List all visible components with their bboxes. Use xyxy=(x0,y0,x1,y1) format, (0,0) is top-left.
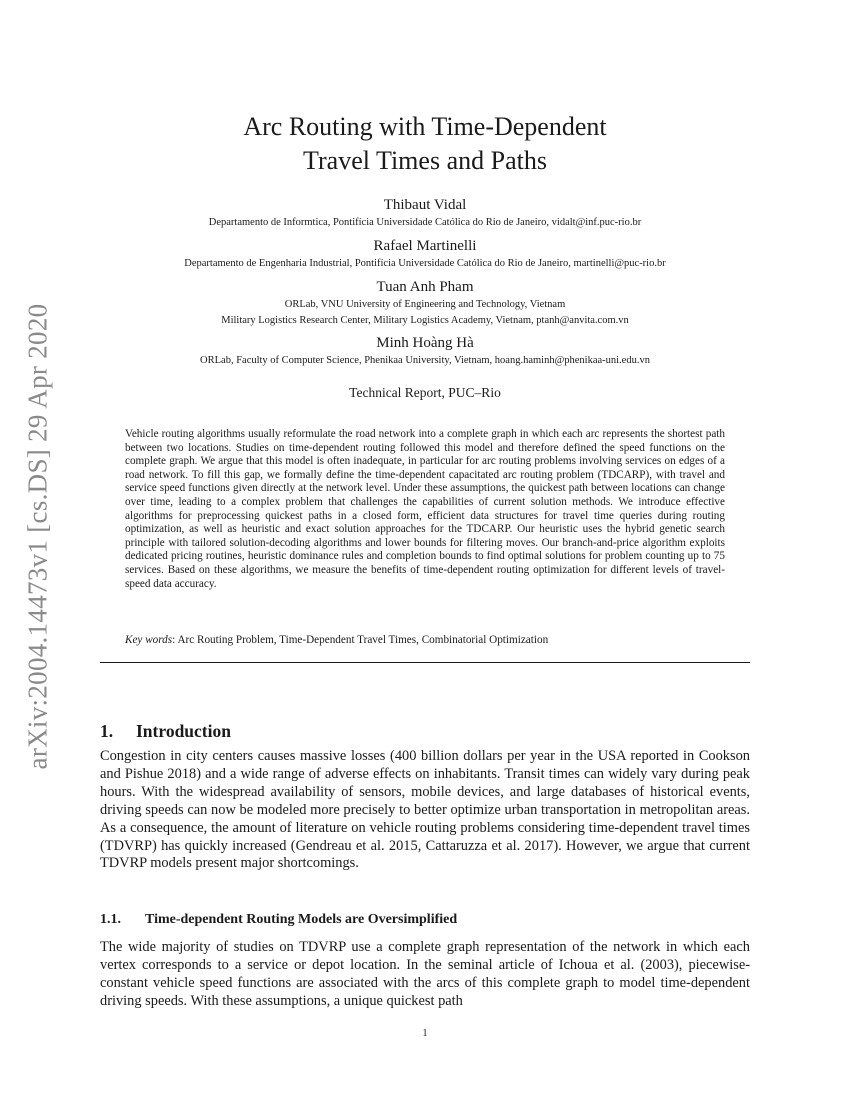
author-affiliation: ORLab, VNU University of Engineering and Technology, Vietnam xyxy=(284,299,566,310)
author-block-3 xyxy=(100,277,750,329)
author-affiliation: ORLab, Faculty of Computer Science, Phenikaa University, Vietnam, hoang.haminh@phenikaa-uni.edu.vn xyxy=(200,355,650,366)
title-line-1: Arc Routing with Time-Dependent xyxy=(243,112,607,141)
author-affiliation: Departamento de Informtica, Pontifícia Universidade Católica do Rio de Janeiro, vidalt@inf.puc-rio.br xyxy=(208,217,642,228)
paper-title xyxy=(100,110,750,178)
abstract: Vehicle routing algorithms usually reformulate the road network into a complete graph in which each arc represents the shortest path between two locations. Studies on time-dependent routing followed this model and therefore defined the speed functions on the complete graph. We argue that this model is often inadequate, in particular for arc routing problems involving services on edges of a road network. To fill this gap, we formally define the time-dependent capacitated arc routing problem (TDCARP), with travel and service speed functions given directly at the network level. Under these assumptions, the quickest path between locations can change over time, leading to a complex problem that challenges the capabilities of current solution methods. We introduce effective algorithms for preprocessing quickest paths in a closed form, efficient data structures for travel time queries during routing optimization, as well as heuristic and exact solution approaches for the TDCARP. Our heuristic uses the hybrid genetic search principle with tailored solution-decoding algorithms and lower bounds for filtering moves. Our branch-and-price algorithm exploits dedicated pricing routines, heuristic dominance rules and completion bounds to find optimal solutions for problem counting up to 75 services. Based on these algorithms, we measure the benefits of time-dependent routing optimization for different levels of travel-speed data accuracy. xyxy=(125,428,725,590)
introduction-paragraph: Congestion in city centers causes massive losses (400 billion dollars per year in the USA reported in Cookson and Pishue 2018) and a wide range of adverse effects on inhabitants. Transit times can widely vary during peak hours. With the widespread availability of sensors, mobile devices, and large databases of historical events, driving speeds can now be modeled more precisely to better optimize urban transportation in metropolitan areas. As a consequence, the amount of literature on vehicle routing problems considering time-dependent travel times (TDVRP) has quickly increased (Gendreau et al. 2015, Cattaruzza et al. 2017). However, we argue that current TDVRP models present major shortcomings. xyxy=(100,748,750,872)
author-affiliation: Military Logistics Research Center, Military Logistics Academy, Vietnam, ptanh@anvita.com.vn xyxy=(221,315,629,326)
author-block-2 xyxy=(100,236,750,272)
section-heading-introduction xyxy=(100,721,231,742)
abstract-divider xyxy=(100,662,750,663)
keywords xyxy=(125,634,725,646)
author-name: Tuan Anh Pham xyxy=(376,279,474,295)
section-number: 1. xyxy=(100,721,114,741)
author-block-1 xyxy=(100,195,750,231)
author-name: Minh Hoàng Hà xyxy=(376,335,474,351)
page-number: 1 xyxy=(422,1028,428,1039)
report-line: Technical Report, PUC–Rio xyxy=(349,385,501,400)
arxiv-identifier-text: arXiv:2004.14473v1 [cs.DS] 29 Apr 2020 xyxy=(22,303,53,769)
subsection-heading xyxy=(100,912,457,928)
keywords-label: Key words xyxy=(125,634,173,646)
author-affiliation: Departamento de Engenharia Industrial, Pontifícia Universidade Católica do Rio de Janeiro, martinelli@puc-rio.br xyxy=(184,258,666,269)
author-block-4 xyxy=(100,333,750,369)
author-name: Rafael Martinelli xyxy=(373,238,477,254)
title-line-2: Travel Times and Paths xyxy=(303,146,547,175)
section-title: Introduction xyxy=(136,721,231,741)
author-name: Thibaut Vidal xyxy=(383,197,467,213)
subsection-title: Time-dependent Routing Models are Oversimplified xyxy=(145,912,458,927)
keywords-colon: : xyxy=(172,634,178,646)
subsection-paragraph: The wide majority of studies on TDVRP use a complete graph representation of the network in which each vertex corresponds to a service or depot location. In the seminal article of Ichoua et al. (2003), piecewise-constant vehicle speed functions are associated with the arcs of this complete graph to model time-dependent driving speeds. With these assumptions, a unique quickest path xyxy=(100,939,750,1009)
subsection-number: 1.1. xyxy=(100,912,121,927)
arxiv-identifier-stamp xyxy=(17,296,59,776)
keywords-text: Arc Routing Problem, Time-Dependent Travel Times, Combinatorial Optimization xyxy=(177,634,549,646)
